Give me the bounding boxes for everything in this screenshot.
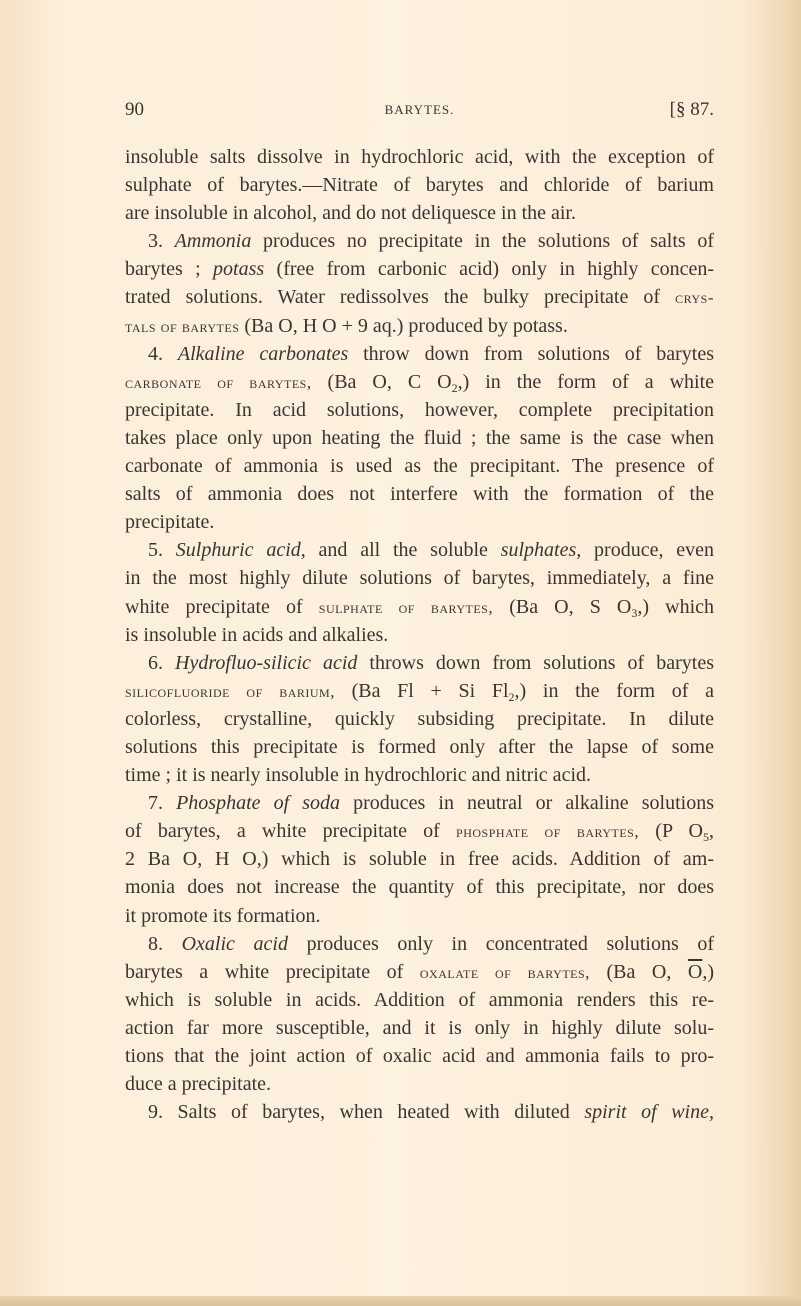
text-run: solutions this precipitate is formed only after the lapse of some (125, 735, 714, 758)
running-header (125, 98, 714, 122)
text-run: takes place only upon heating the fluid ; the same is the case when (125, 426, 714, 449)
text-line (125, 621, 714, 649)
text-line (125, 1098, 714, 1126)
text-run: is insoluble in acids and alkalies. (125, 623, 389, 646)
text-run: precipitate. In acid solutions, however, complete precipitation (125, 398, 714, 421)
text-run: 9. Salts of barytes, when heated with diluted (148, 1101, 585, 1124)
subscript: 5 (703, 830, 709, 845)
text-run: (P O (639, 820, 703, 843)
text-run: salts of ammonia does not interfere with the formation of the (125, 483, 714, 506)
text-line (125, 1014, 714, 1042)
text-run: colorless, crystalline, quickly subsiding precipitate. In dilute (125, 707, 714, 730)
text-run: (Ba O, (589, 960, 688, 983)
compound-name: silicofluoride of barium, (125, 681, 335, 701)
text-line (125, 171, 714, 199)
subscript: 2 (451, 380, 458, 395)
text-run: white precipitate of (125, 595, 319, 618)
text-run: in the most highly dilute solutions of barytes, immediately, a fine (125, 567, 714, 590)
text-run: which is soluble in acids. Addition of ammonia renders this re- (125, 988, 714, 1011)
italic-term: potass (213, 258, 265, 281)
text-run: and all the soluble (305, 539, 501, 562)
text-run: action far more susceptible, and it is only in highly dilute solu- (125, 1016, 714, 1039)
text-run: 3. (148, 230, 175, 253)
text-run: (Ba O, H O + 9 aq.) produced by potass. (239, 314, 568, 337)
compound-name: sulphate of barytes, (318, 597, 494, 617)
text-run: barytes a white precipitate of (125, 960, 420, 983)
text-run: ,) in the form of a white (457, 370, 714, 393)
section-number: [§ 87. (669, 99, 714, 120)
text-run: barytes ; (125, 258, 214, 281)
text-line (125, 902, 714, 930)
compound-name: carbonate of barytes, (125, 372, 312, 392)
text-run: of barytes, a white precipitate of (125, 820, 457, 843)
text-line (125, 789, 714, 817)
text-line (125, 255, 714, 283)
italic-term: sulphates, (500, 539, 582, 562)
italic-term: Sulphuric acid, (175, 539, 306, 562)
text-line (125, 283, 714, 311)
text-run: ,) in the form of a (514, 679, 714, 702)
text-run: produce, even (581, 539, 714, 562)
running-title: BARYTES. (384, 102, 455, 117)
text-line (125, 340, 714, 368)
text-run: 8. (148, 932, 182, 955)
text-line (125, 930, 714, 958)
text-line (125, 227, 714, 255)
text-line (125, 873, 714, 901)
italic-term: Alkaline carbonates (177, 342, 349, 365)
text-line (125, 1070, 714, 1098)
text-run: (Ba Fl + Si Fl (334, 679, 509, 702)
text-line (125, 649, 714, 677)
text-run: , (709, 820, 714, 843)
text-run: monia does not increase the quantity of this precipitate, nor does (125, 876, 714, 899)
italic-term: Hydrofluo-silicic acid (175, 651, 358, 674)
text-run: (free from carbonic acid) only in highly concen- (264, 258, 715, 281)
text-line (125, 845, 714, 873)
text-line (125, 536, 714, 564)
text-line (125, 705, 714, 733)
text-run: precipitate. (125, 511, 215, 534)
text-run: 5. (148, 539, 176, 562)
text-line (125, 817, 714, 845)
text-run: (Ba O, C O (311, 370, 452, 393)
text-line (125, 986, 714, 1014)
text-run: 4. (148, 342, 178, 365)
text-line (125, 958, 714, 986)
italic-term: Ammonia (174, 230, 252, 253)
italic-term: Phosphate of soda (176, 792, 341, 815)
text-line (125, 424, 714, 452)
compound-name: oxalate of barytes, (419, 962, 590, 982)
compound-name: phosphate of barytes, (456, 822, 640, 842)
text-run: produces only in concentrated solutions of (287, 932, 714, 955)
text-run: throw down from solutions of barytes (348, 342, 714, 365)
text-line (125, 593, 714, 621)
text-line (125, 143, 714, 171)
italic-term: spirit of wine, (584, 1101, 714, 1124)
text-run: 6. (148, 651, 176, 674)
text-run: produces in neutral or alkaline solutions (340, 792, 714, 815)
text-run: time ; it is nearly insoluble in hydrochloric and nitric acid. (125, 764, 591, 787)
text-run: tions that the joint action of oxalic acid and ammonia fails to pro- (125, 1045, 714, 1067)
compound-name: tals of barytes (125, 316, 240, 336)
body-text (125, 143, 714, 1126)
page-number: 90 (125, 99, 144, 120)
text-line (125, 564, 714, 592)
compound-name: crys- (675, 288, 714, 308)
text-line (125, 452, 714, 480)
text-run: ,) which (637, 595, 715, 618)
italic-term: Oxalic acid (181, 932, 288, 955)
text-line (125, 199, 714, 227)
text-line (125, 1042, 714, 1070)
text-line (125, 508, 714, 536)
text-run: produces no precipitate in the solutions of salts of (251, 230, 715, 253)
subscript: 3 (631, 605, 638, 620)
page-edge (0, 1296, 801, 1306)
text-run: carbonate of ammonia is used as the precipitant. The presence of (125, 455, 714, 478)
text-run: sulphate of barytes.—Nitrate of barytes and chloride of barium (125, 174, 714, 197)
text-run: are insoluble in alcohol, and do not deliquesce in the air. (125, 202, 576, 225)
text-line (125, 480, 714, 508)
text-run: throws down from solutions of barytes (357, 651, 714, 674)
text-run: 7. (148, 792, 177, 815)
text-run: trated solutions. Water redissolves the bulky precipitate of (125, 286, 676, 309)
text-run: $\overline{O}$ (687, 960, 703, 983)
subscript: 2 (508, 689, 515, 704)
text-run: duce a precipitate. (125, 1073, 272, 1096)
text-run: insoluble salts dissolve in hydrochloric acid, with the exception of (125, 146, 714, 168)
text-line (125, 761, 714, 789)
text-line (125, 733, 714, 761)
text-line (125, 368, 714, 396)
text-run: ,) (702, 960, 714, 983)
text-line (125, 677, 714, 705)
text-run: it promote its formation. (125, 904, 321, 927)
text-line (125, 396, 714, 424)
text-run: 2 Ba O, H O,) which is soluble in free acids. Addition of am- (125, 848, 714, 871)
text-run: (Ba O, S O (493, 595, 632, 618)
text-line (125, 312, 714, 340)
